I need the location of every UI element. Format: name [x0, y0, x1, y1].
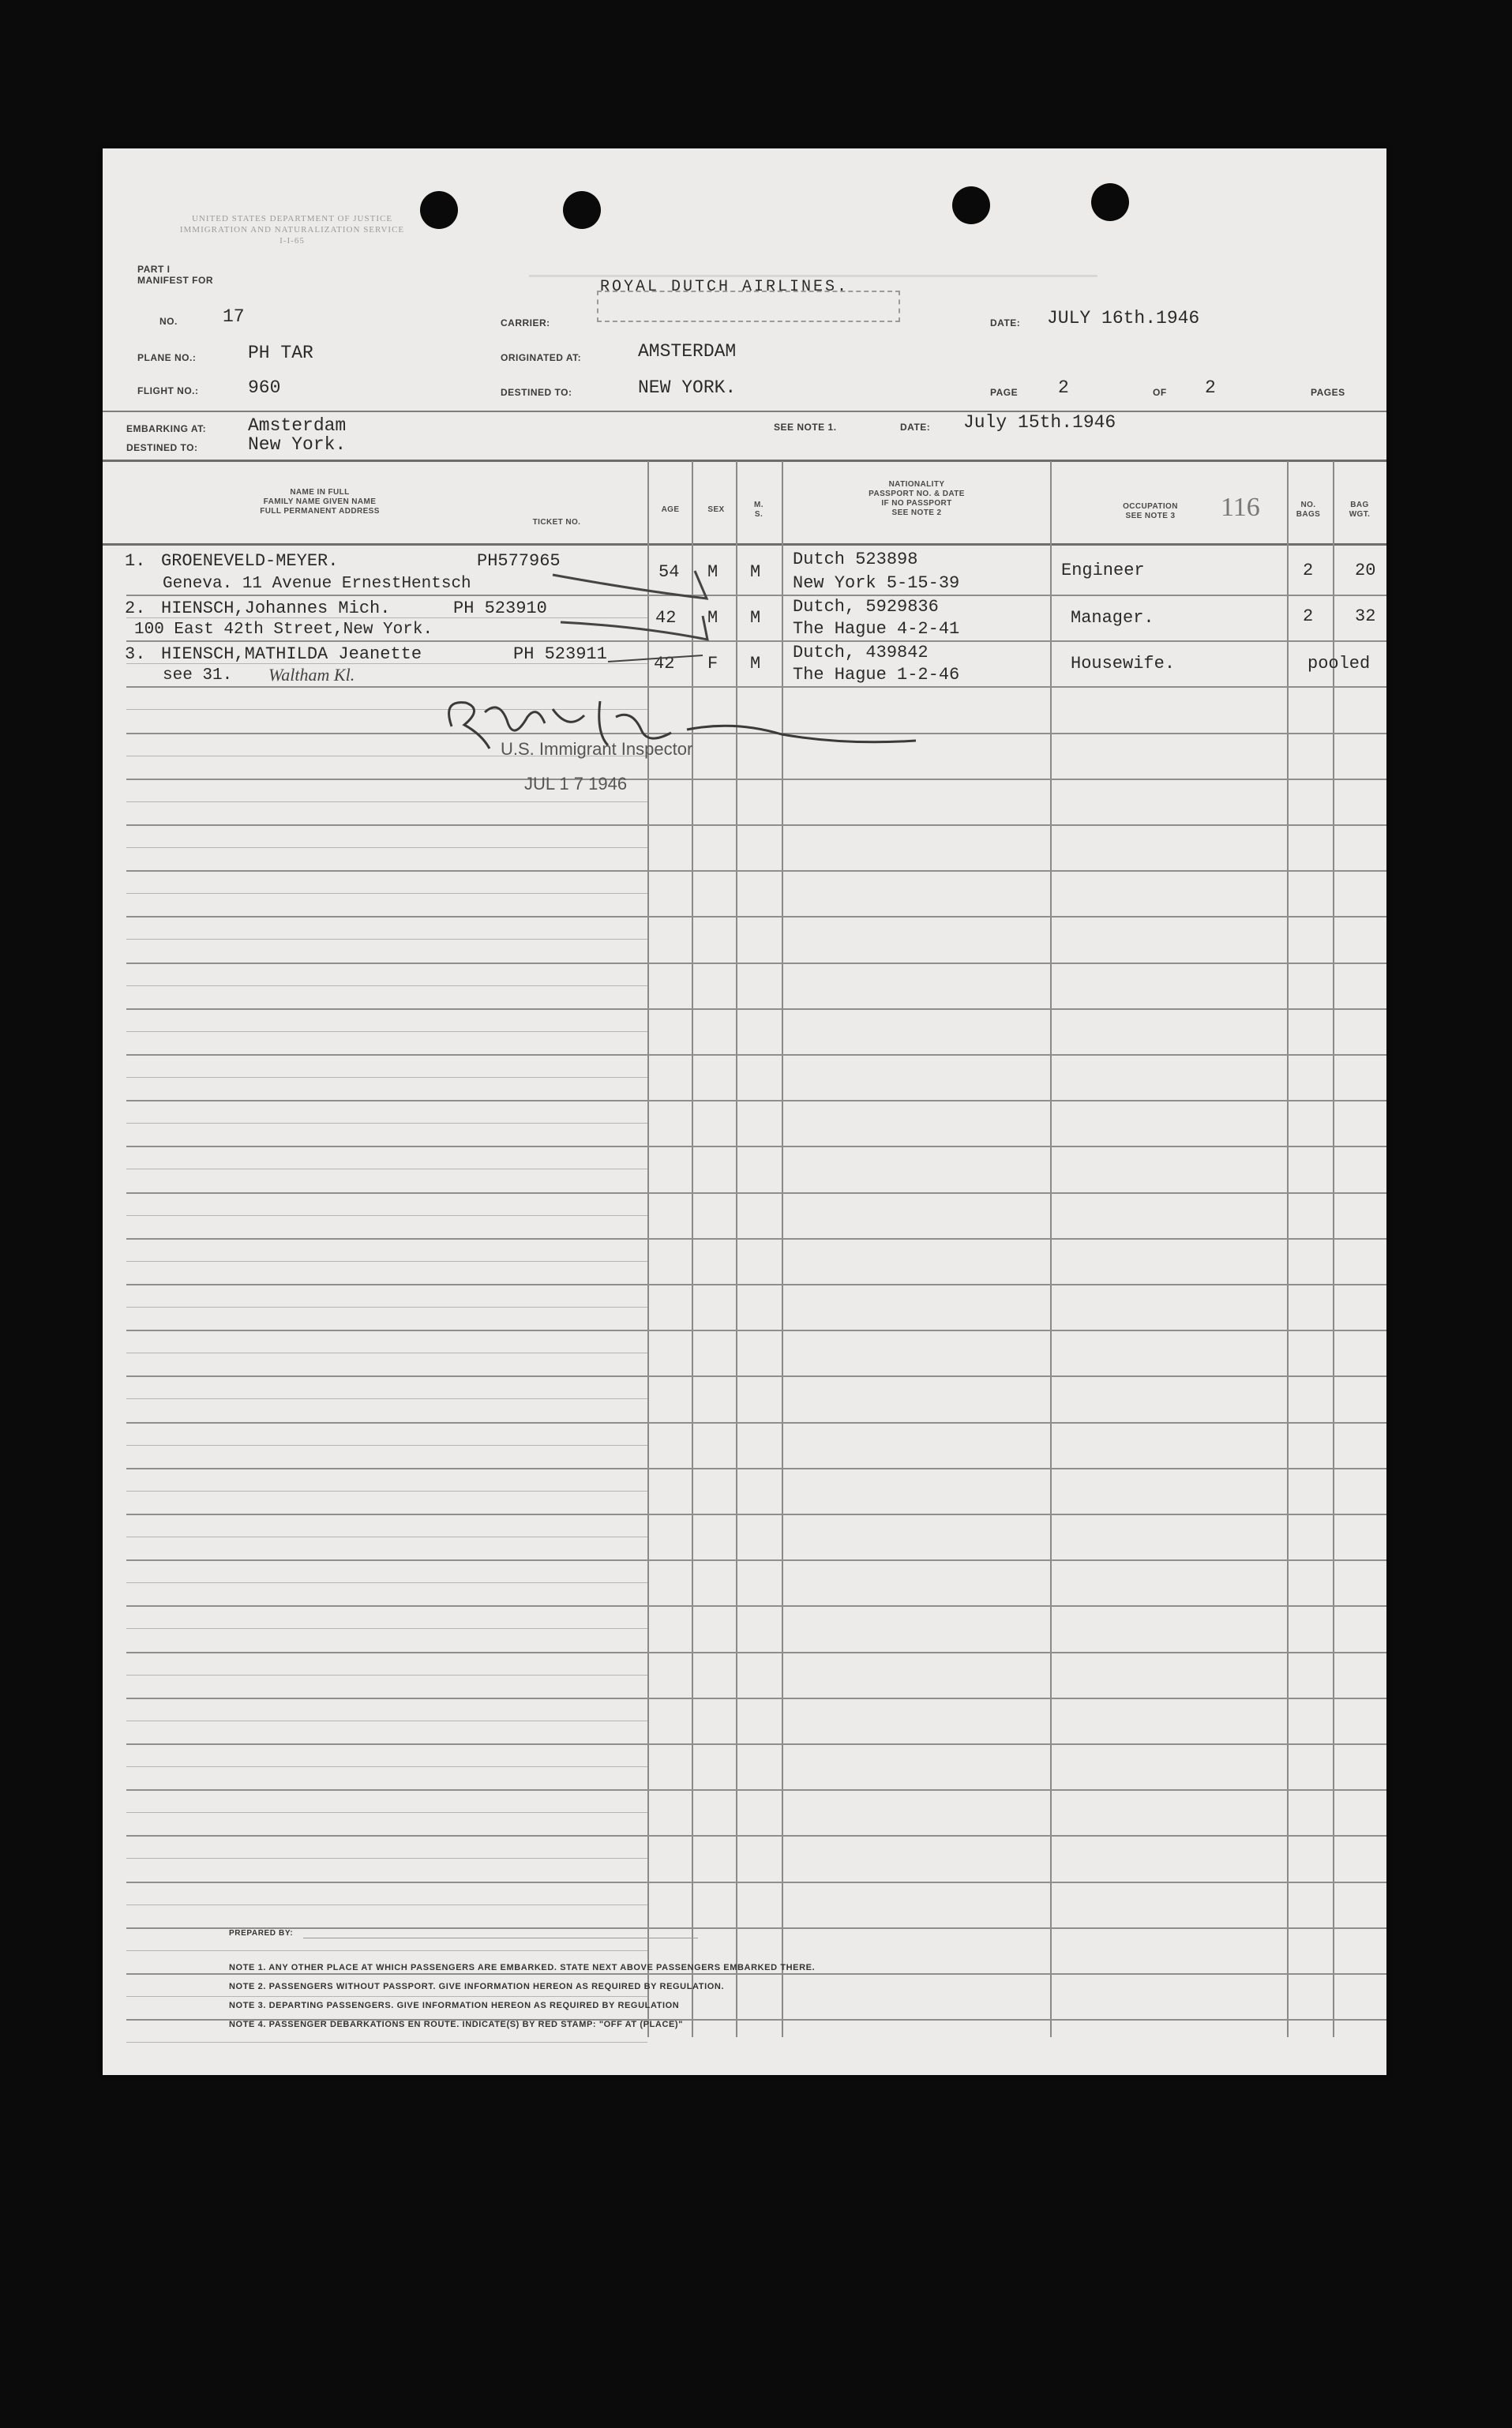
nationality: Dutch, 5929836: [793, 597, 939, 617]
passenger-address: Geneva. 11 Avenue ErnestHentsch: [163, 575, 471, 593]
ruled-subline: [126, 1766, 647, 1767]
ruled-line: [126, 595, 1386, 596]
ruled-line: [126, 1927, 1386, 1929]
ruled-line: [126, 1238, 1386, 1240]
ruled-line: [126, 1192, 1386, 1194]
agency-line-3: I-I-65: [280, 236, 305, 246]
ruled-subline: [126, 893, 647, 894]
ticket-number: PH577965: [477, 551, 561, 571]
of-value: 2: [1205, 377, 1216, 398]
ruled-line: [126, 1652, 1386, 1653]
ruled-line: [126, 1789, 1386, 1791]
date2-label: DATE:: [900, 422, 931, 433]
col-occupation-header: OCCUPATION SEE NOTE 3: [1123, 502, 1178, 520]
page-value: 2: [1058, 377, 1069, 398]
passport: The Hague 1-2-46: [793, 665, 960, 685]
address-handwritten-note: Waltham Kl.: [268, 665, 355, 685]
ruled-subline: [126, 1996, 647, 1997]
age: 54: [658, 562, 680, 582]
ruled-subline: [126, 1445, 647, 1446]
col-line-bags: [1287, 461, 1289, 2037]
originated-label: ORIGINATED AT:: [501, 352, 582, 363]
occupation-stamp-number: 116: [1221, 493, 1260, 522]
pages-label: PAGES: [1311, 387, 1345, 398]
plane-value: PH TAR: [248, 343, 313, 363]
prepared-by-label: PREPARED BY:: [229, 1929, 294, 1938]
sex: M: [707, 608, 718, 628]
marital-status: M: [750, 608, 761, 628]
ruled-line: [126, 1559, 1386, 1561]
col-name-header: NAME IN FULL FAMILY NAME GIVEN NAME FULL PERMANENT ADDRESS: [260, 488, 380, 516]
ruled-line: [126, 1514, 1386, 1515]
header-bottom-border: [103, 543, 1386, 546]
ruled-subline: [126, 1307, 647, 1308]
ruled-subline: [126, 1675, 647, 1676]
part-label: PART I: [137, 264, 171, 275]
agency-block: [134, 213, 450, 246]
bag-weight: 32: [1355, 606, 1376, 626]
passenger-address: 100 East 42th Street,New York.: [134, 621, 433, 639]
passenger-name: HIENSCH,Johannes Mich.: [161, 599, 391, 618]
ruled-line: [126, 1605, 1386, 1607]
punch-hole-3: [952, 186, 990, 224]
carrier-title: ROYAL DUTCH AIRLINES.: [600, 278, 850, 296]
age: 42: [655, 608, 677, 628]
ruled-subline: [126, 985, 647, 986]
marital-status: M: [750, 562, 761, 582]
col-sex-header: SEX: [707, 505, 725, 514]
header-strip: [529, 243, 1097, 277]
bag-count: pooled: [1308, 654, 1371, 674]
passport: The Hague 4-2-41: [793, 619, 960, 639]
flight-value: 960: [248, 377, 281, 398]
occupation: Manager.: [1071, 608, 1154, 628]
of-label: OF: [1153, 387, 1167, 398]
note-4: NOTE 4. PASSENGER DEBARKATIONS EN ROUTE. INDICATE(S) BY RED STAMP: "OFF AT (PLACE)": [229, 2020, 684, 2029]
passenger-name: GROENEVELD-MEYER.: [161, 551, 339, 571]
ruled-subline: [126, 1858, 647, 1859]
inspector-stamp-title: U.S. Immigrant Inspector: [501, 739, 693, 759]
ruled-line: [126, 1743, 1386, 1745]
ruled-line: [126, 1284, 1386, 1285]
destined-label: DESTINED TO:: [501, 387, 572, 398]
ticket-number: PH 523910: [453, 599, 547, 618]
ruled-subline: [126, 1261, 647, 1262]
ruled-line: [126, 1468, 1386, 1469]
destined2-label: DESTINED TO:: [126, 442, 198, 453]
ruled-line: [126, 870, 1386, 872]
bag-count: 2: [1303, 606, 1314, 626]
punch-hole-4: [1091, 183, 1129, 221]
col-ms-header: M. S.: [754, 501, 764, 519]
punch-hole-2: [563, 191, 601, 229]
ruled-line: [126, 1100, 1386, 1101]
nationality: Dutch 523898: [793, 550, 918, 569]
destined2-value: New York.: [248, 434, 347, 455]
ruled-subline: [126, 1904, 647, 1905]
row-number: 3.: [125, 644, 146, 664]
ruled-subline: [126, 1031, 647, 1032]
col-bags-header: NO. BAGS: [1296, 501, 1321, 519]
no-label: NO.: [159, 316, 178, 327]
col-age-header: AGE: [661, 505, 680, 514]
ruled-line: [126, 1375, 1386, 1377]
ruled-subline: [126, 1077, 647, 1078]
ruled-line: [126, 963, 1386, 964]
table-top-border: [103, 460, 1386, 462]
bag-weight: 20: [1355, 561, 1376, 580]
col-ticket-header: TICKET NO.: [532, 518, 581, 527]
marital-status: M: [750, 654, 761, 674]
ruled-line: [126, 1973, 1386, 1975]
col-nationality-header: NATIONALITY PASSPORT NO. & DATE IF NO PASSPORT SEE NOTE 2: [869, 480, 965, 517]
ruled-line: [126, 1054, 1386, 1056]
occupation: Housewife.: [1071, 654, 1176, 674]
passenger-name: HIENSCH,MATHILDA Jeanette: [161, 644, 422, 664]
ruled-subline: [126, 2042, 647, 2043]
note-1: NOTE 1. ANY OTHER PLACE AT WHICH PASSENGERS ARE EMBARKED. STATE NEXT ABOVE PASSENGERS EMBARKED THERE.: [229, 1963, 816, 1972]
see-note-label: SEE NOTE 1.: [774, 422, 837, 433]
flight-label: FLIGHT NO.:: [137, 385, 199, 396]
date2-value: July 15th.1946: [963, 412, 1116, 433]
ticket-number: PH 523911: [513, 644, 607, 664]
ruled-subline: [126, 1950, 647, 1951]
col-line-occupation: [1050, 461, 1052, 2037]
ruled-subline: [126, 1123, 647, 1124]
ruled-subline: [126, 1398, 647, 1399]
ruled-subline: [126, 1215, 647, 1216]
ruled-subline: [126, 1812, 647, 1813]
nationality: Dutch, 439842: [793, 643, 929, 662]
ruled-line: [126, 824, 1386, 826]
note-3: NOTE 3. DEPARTING PASSENGERS. GIVE INFORMATION HEREON AS REQUIRED BY REGULATION: [229, 2001, 680, 2010]
ruled-line: [126, 779, 1386, 780]
ruled-line: [126, 1008, 1386, 1010]
passenger-address: see 31.: [163, 666, 233, 685]
destined-value: NEW YORK.: [638, 377, 737, 398]
originated-value: AMSTERDAM: [638, 341, 737, 362]
carrier-label: CARRIER:: [501, 317, 550, 328]
ruled-subline: [126, 939, 647, 940]
inspector-stamp-date: JUL 1 7 1946: [524, 774, 628, 794]
note-2: NOTE 2. PASSENGERS WITHOUT PASSPORT. GIVE INFORMATION HEREON AS REQUIRED BY REGULATION.: [229, 1982, 725, 1991]
ruled-line: [126, 640, 1386, 642]
ruled-line: [126, 1330, 1386, 1331]
agency-line-2: IMMIGRATION AND NATURALIZATION SERVICE: [179, 225, 405, 235]
ruled-subline: [126, 1628, 647, 1629]
carrier-box: [597, 291, 900, 322]
row-number: 2.: [125, 599, 146, 618]
header-divider: [103, 411, 1386, 412]
no-value: 17: [223, 306, 245, 327]
plane-label: PLANE NO.:: [137, 352, 197, 363]
row-number: 1.: [125, 551, 146, 571]
ruled-line: [126, 1422, 1386, 1424]
page-label: PAGE: [990, 387, 1019, 398]
ruled-line: [126, 916, 1386, 918]
agency-line-1: UNITED STATES DEPARTMENT OF JUSTICE: [191, 214, 393, 223]
ruled-subline: [126, 1491, 647, 1492]
manifest-page: [103, 148, 1386, 2075]
date-value: JULY 16th.1946: [1047, 308, 1200, 328]
embarking-value: Amsterdam: [248, 415, 347, 436]
ruled-subline: [126, 801, 647, 802]
col-line-weight: [1333, 461, 1334, 2037]
ruled-subline: [126, 847, 647, 848]
occupation: Engineer: [1061, 561, 1145, 580]
sex: M: [707, 562, 718, 582]
sex: F: [707, 654, 718, 674]
ruled-line: [126, 1882, 1386, 1883]
ruled-line: [126, 1146, 1386, 1147]
embarking-label: EMBARKING AT:: [126, 423, 207, 434]
bag-count: 2: [1303, 561, 1314, 580]
ruled-line: [126, 1698, 1386, 1699]
ruled-line: [126, 1835, 1386, 1837]
date-label: DATE:: [990, 317, 1021, 328]
age: 42: [654, 654, 675, 674]
col-bag-weight-header: BAG WGT.: [1349, 501, 1371, 519]
ruled-subline: [126, 1582, 647, 1583]
passport: New York 5-15-39: [793, 573, 960, 593]
manifest-label: MANIFEST FOR: [137, 275, 213, 286]
